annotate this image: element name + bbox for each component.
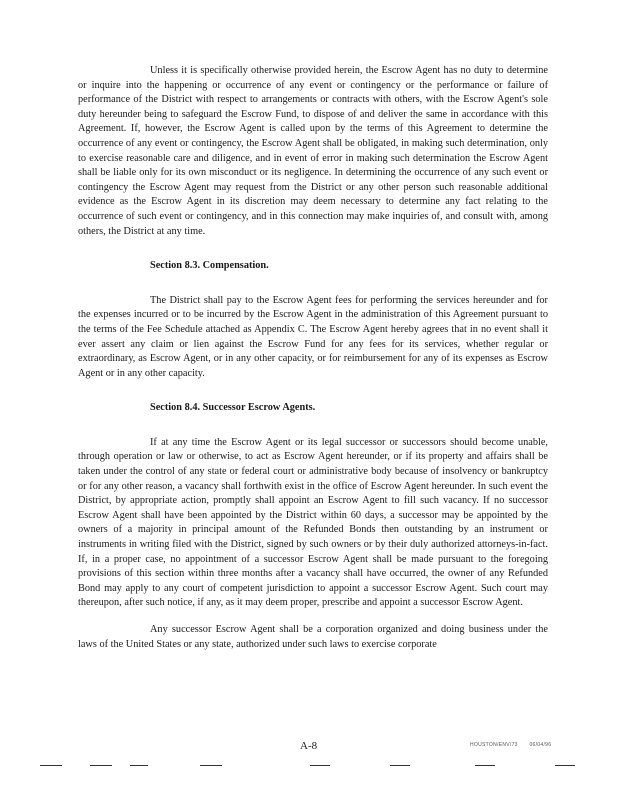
paragraph-escrow-duties: Unless it is specifically otherwise provided herein, the Escrow Agent has no duty to determine or inquire into the happening or occurrence of any event or contingency or the performance or failure of performance of the District with respect to arrangements or contracts with others, with the Escrow Agent's sole duty hereunder being to safeguard the Escrow Fund, to dispose of and deliver the same in accordance with this Agreement. If, however, the Escrow Agent is called upon by the terms of this Agreement to determine the occurrence of any event or contingency, the Escrow Agent shall be obligated, in making such determination, only to exercise reasonable care and diligence, and in event of error in making such determination the Escrow Agent shall be liable only for its own misconduct or its negligence. In determining the occurrence of any such event or contingency the Escrow Agent may request from the District or any other person such reasonable additional evidence as the Escrow Agent in its discretion may deem necessary to determine any fact relating to the occurrence of such event or contingency, and in this connection may make inquiries of, and consult with, among others, the District at any time.: [78, 65, 548, 237]
document-code: [470, 742, 561, 748]
footer-rule-7: [475, 765, 495, 766]
footer-rule-5: [310, 765, 330, 766]
document-code-date: 06/04/96: [529, 742, 552, 748]
page-number: A-8: [300, 740, 318, 752]
paragraph-successor-qualification: Any successor Escrow Agent shall be a corporation organized and doing business under the laws of the United States or any state, authorized under such laws to exercise corporate: [78, 624, 548, 650]
paragraph-successor-vacancy: If at any time the Escrow Agent or its legal successor or successors should become unable, through operation or law or otherwise, to act as Escrow Agent hereunder, or if its property and affairs shall be taken under the control of any state or federal court or administrative body because of insolvency or bankruptcy or for any other reason, a vacancy shall forthwith exist in the office of Escrow Agent hereunder. In such event the District, by appropriate action, promptly shall appoint an Escrow Agent to fill such vacancy. If no successor Escrow Agent shall have been appointed by the District within 60 days, a successor may be appointed by the owners of a majority in principal amount of the Refunded Bonds then outstanding by an instrument or instruments in writing filed with the District, signed by such owners or by their duly authorized attorneys-in-fact. If, in a proper case, no appointment of a successor Escrow Agent shall be made pursuant to the foregoing provisions of this section within three months after a vacancy shall have occurred, the owner of any Refunded Bond may apply to any court of competent jurisdiction to appoint a successor Escrow Agent. Such court may thereupon, after such notice, if any, as it may deem proper, prescribe and appoint a successor Escrow Agent.: [78, 436, 548, 609]
document-code-id: HOUSTON/ENV/73: [470, 742, 518, 748]
footer-rule-8: [555, 765, 575, 766]
heading-section-8-4: Section 8.4. Successor Escrow Agents.: [150, 402, 316, 414]
footer-rule-3: [130, 765, 148, 766]
footer-rule-2: [90, 765, 112, 766]
footer-rule-6: [390, 765, 410, 766]
document-body: [78, 64, 548, 652]
footer-rule-1: [40, 765, 62, 766]
footer-rule-4: [200, 765, 222, 766]
paragraph-compensation: The District shall pay to the Escrow Agent fees for performing the services hereunder and for the expenses incurred or to be incurred by the Escrow Agent in the administration of this Agreement pursuant to the terms of the Fee Schedule attached as Appendix C. The Escrow Agent hereby agrees that in no event shall it ever assert any claim or lien against the Escrow Fund for any fees for its services, whether regular or extraordinary, as Escrow Agent, or in any other capacity, or for reimbursement for any of its expenses as Escrow Agent or in any other capacity.: [78, 294, 548, 379]
heading-section-8-3: Section 8.3. Compensation.: [150, 260, 269, 272]
